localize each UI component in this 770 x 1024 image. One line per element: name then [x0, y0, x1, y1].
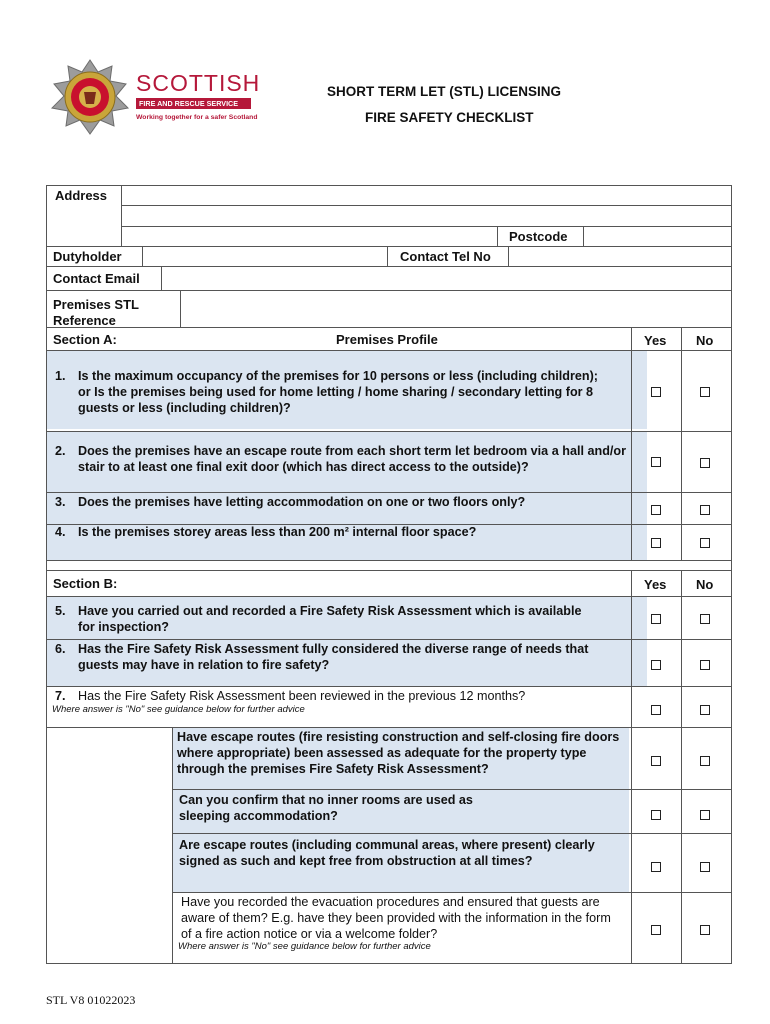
- sub4-no-checkbox[interactable]: [700, 925, 710, 935]
- q2-no-checkbox[interactable]: [700, 458, 710, 468]
- q2-text: Does the premises have an escape route from each short term let bedroom via a hall and/or stair to at least one final exit door (which has direct access to the outside)?: [78, 444, 626, 474]
- sub3-text: Are escape routes (including communal areas, where present) clearly signed as such and kept free from obstruction at all times?: [179, 838, 595, 868]
- sub1-text: Have escape routes (fire resisting construction and self-closing fire doors where appropriate) been assessed as adequate for the property type through the premises Fire Safety Risk Assessment?: [177, 730, 620, 776]
- postcode-label: Postcode: [509, 229, 568, 244]
- address-line-1-field[interactable]: [122, 186, 731, 205]
- q5-number: 5.: [55, 604, 66, 618]
- q1-number: 1.: [55, 369, 66, 383]
- dutyholder-field[interactable]: [143, 247, 387, 266]
- contact-email-label: Contact Email: [53, 271, 140, 286]
- premises-ref-label: Premises STL Reference: [53, 297, 139, 328]
- q1-no-checkbox[interactable]: [700, 387, 710, 397]
- q3-yes-checkbox[interactable]: [651, 505, 661, 515]
- sub2-yes-checkbox[interactable]: [651, 810, 661, 820]
- logo-name: SCOTTISH: [136, 70, 261, 96]
- q3-text: Does the premises have letting accommodation on one or two floors only?: [78, 495, 526, 509]
- q7-guidance-note: Where answer is "No" see guidance below for further advice: [52, 704, 305, 715]
- postcode-field[interactable]: [584, 227, 731, 246]
- section-b-no-header: No: [696, 577, 714, 592]
- scottish-fire-rescue-logo: [48, 58, 261, 138]
- sub1-no-checkbox[interactable]: [700, 756, 710, 766]
- q4-no-checkbox[interactable]: [700, 538, 710, 548]
- section-a-no-header: No: [696, 333, 714, 348]
- q4-text: Is the premises storey areas less than 200 m² internal floor space?: [78, 525, 477, 539]
- contact-email-field[interactable]: [162, 267, 731, 290]
- sub4-yes-checkbox[interactable]: [651, 925, 661, 935]
- document-version-footer: STL V8 01022023: [46, 993, 136, 1007]
- q6-text: Has the Fire Safety Risk Assessment fully considered the diverse range of needs that guests may have in relation to fire safety?: [78, 642, 589, 672]
- q6-number: 6.: [55, 642, 66, 656]
- sub4-text: Have you recorded the evacuation procedures and ensured that guests are aware of them? E.g. have they been provided with the information in the form of a fire action notice or via a welcome folder?: [181, 895, 611, 941]
- dutyholder-label: Dutyholder: [53, 249, 122, 264]
- section-a-label: Section A:: [53, 332, 117, 347]
- q1-text: Is the maximum occupancy of the premises for 10 persons or less (including children); or Is the premises being used for home letting / home sharing / secondary letting for 8 guests or less (including children)?: [78, 369, 598, 415]
- section-b-yes-header: Yes: [644, 577, 667, 592]
- q5-yes-checkbox[interactable]: [651, 614, 661, 624]
- sub1-yes-checkbox[interactable]: [651, 756, 661, 766]
- q7-no-checkbox[interactable]: [700, 705, 710, 715]
- sub2-no-checkbox[interactable]: [700, 810, 710, 820]
- q2-number: 2.: [55, 444, 66, 458]
- q4-yes-checkbox[interactable]: [651, 538, 661, 548]
- q3-number: 3.: [55, 495, 66, 509]
- q5-no-checkbox[interactable]: [700, 614, 710, 624]
- q4-number: 4.: [55, 525, 66, 539]
- sub3-no-checkbox[interactable]: [700, 862, 710, 872]
- sub2-text: Can you confirm that no inner rooms are used as sleeping accommodation?: [179, 793, 473, 823]
- logo-service: FIRE AND RESCUE SERVICE: [136, 98, 251, 109]
- logo-tagline: Working together for a safer Scotland: [136, 114, 258, 121]
- q7-yes-checkbox[interactable]: [651, 705, 661, 715]
- q5-text: Have you carried out and recorded a Fire Safety Risk Assessment which is available for inspection?: [78, 604, 582, 634]
- title-line-2: FIRE SAFETY CHECKLIST: [365, 110, 534, 125]
- sub4-guidance-note: Where answer is "No" see guidance below for further advice: [178, 941, 431, 952]
- section-a-yes-header: Yes: [644, 333, 667, 348]
- q6-yes-checkbox[interactable]: [651, 660, 661, 670]
- address-label: Address: [55, 188, 108, 203]
- premises-ref-field[interactable]: [181, 291, 731, 327]
- address-line-3-field[interactable]: [122, 227, 497, 246]
- contact-tel-label: Contact Tel No: [400, 249, 491, 264]
- section-a-heading: Premises Profile: [336, 332, 438, 347]
- q1-yes-checkbox[interactable]: [651, 387, 661, 397]
- fire-service-badge-icon: [48, 58, 132, 138]
- q6-no-checkbox[interactable]: [700, 660, 710, 670]
- sub3-yes-checkbox[interactable]: [651, 862, 661, 872]
- address-line-2-field[interactable]: [122, 206, 731, 226]
- q7-number: 7.: [55, 689, 66, 703]
- q7-text: Has the Fire Safety Risk Assessment been reviewed in the previous 12 months?: [78, 689, 526, 703]
- q2-yes-checkbox[interactable]: [651, 457, 661, 467]
- section-b-label: Section B:: [53, 576, 118, 591]
- title-line-1: SHORT TERM LET (STL) LICENSING: [327, 84, 561, 99]
- q3-no-checkbox[interactable]: [700, 505, 710, 515]
- contact-tel-field[interactable]: [509, 247, 731, 266]
